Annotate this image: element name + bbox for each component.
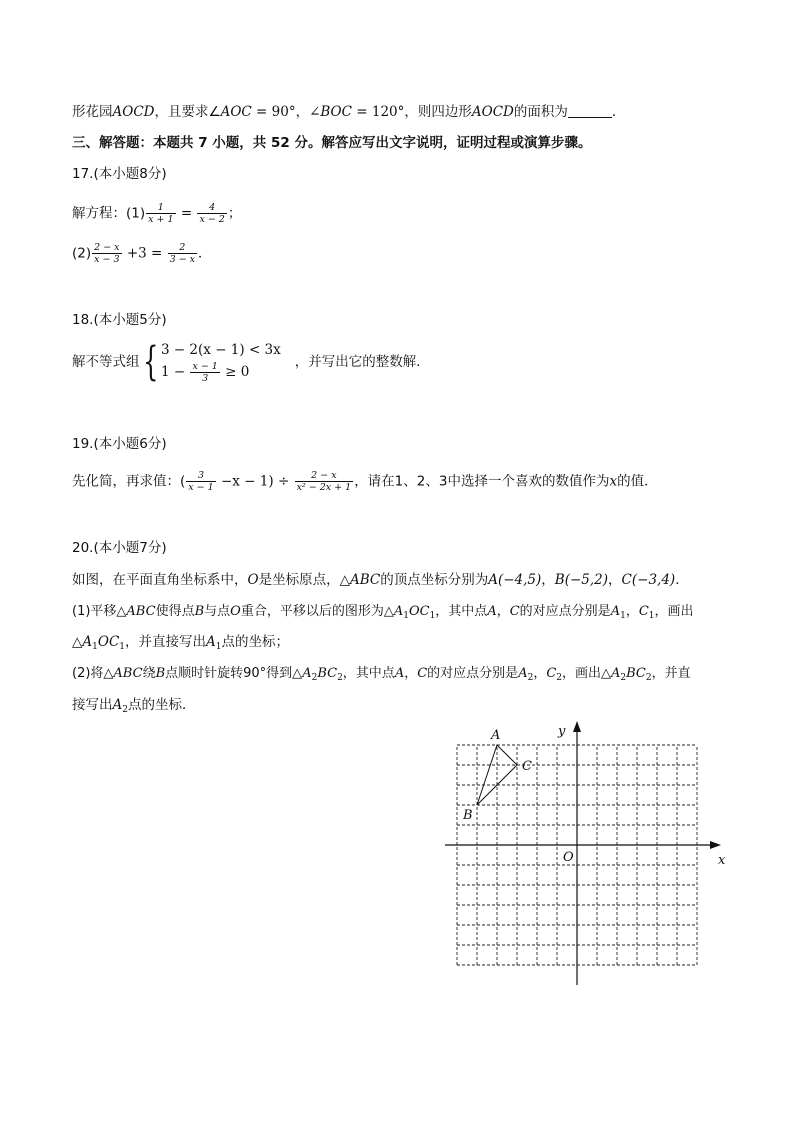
text: +3 = — [122, 245, 167, 262]
q20-part1-line1: (1)平移△ABC使得点B与点O重合，平移以后的图形为$\triangle A_1OC_1$，其中点A，C的对应点分别是$A_1$，$C_1$，画出 — [72, 604, 694, 621]
q20-part2-line1: (2)将△ABC绕B点顺时针旋转90°得到$\triangle A_2BC_2$，其中点A，C的对应点分别是$A_2$，$C_2$，画出$\triangle A_2BC_2$，并直 — [72, 666, 691, 683]
inequality-system — [161, 340, 281, 384]
text: = — [176, 205, 197, 222]
coordinate-grid-figure — [430, 718, 730, 993]
text: −x − 1) ÷ — [216, 473, 294, 490]
text: = 120°，则四边形 — [351, 104, 472, 120]
q20-part1-line2: $\triangle A_1OC_1$，并直接写出$A_1$点的坐标； — [72, 634, 289, 652]
label-c: C — [522, 759, 532, 774]
x-axis-arrow — [710, 841, 721, 849]
fraction: $\frac{3}{x - 1}$ — [188, 470, 214, 493]
x-axis-label: x — [718, 853, 726, 868]
text: ． — [198, 245, 212, 262]
text: 解不等式组 — [72, 354, 140, 370]
inequality-2: 1 − $\frac{x - 1}{3}$ ≥ 0 — [160, 361, 250, 384]
q18-body — [72, 340, 430, 384]
q17-part2 — [72, 242, 212, 265]
text: ，并写出它的整数解． — [294, 354, 430, 370]
fraction: $\frac{2 - x}{x - 3}$ — [94, 242, 120, 265]
text: = 90°，∠ — [251, 104, 321, 120]
text: 的面积为 — [513, 104, 568, 120]
section-heading: 三、解答题：本题共 7 小题，共 52 分。解答应写出文字说明，证明过程或演算步骤。 — [72, 135, 592, 151]
text: ． — [611, 104, 626, 120]
fraction: $\frac{2}{3 - x}$ — [169, 242, 196, 265]
q18-header: 18.(本小题5分) — [72, 312, 167, 328]
q19-body — [72, 470, 658, 493]
left-brace: { — [142, 339, 158, 385]
text: 先化简，再求值：( — [72, 473, 186, 490]
fraction: $\frac{1}{x + 1}$ — [148, 202, 174, 225]
y-axis-arrow — [573, 721, 581, 732]
angle-name: AOC — [220, 104, 252, 120]
label-b: B — [463, 808, 473, 823]
continuation-line — [72, 102, 625, 122]
answer-blank[interactable] — [568, 103, 612, 118]
quad-name: AOCD — [112, 104, 155, 120]
text: 的值． — [617, 473, 658, 490]
q17-header: 17.(本小题8分) — [72, 166, 167, 182]
y-axis-label: y — [558, 724, 566, 739]
text: ，且要求∠ — [154, 104, 221, 120]
variable: x — [609, 473, 618, 490]
q20-header: 20.(本小题7分) — [72, 540, 167, 556]
angle-name: BOC — [320, 104, 352, 120]
text: 解方程：(1) — [72, 205, 146, 222]
text: ； — [227, 205, 242, 222]
q20-intro: 如图，在平面直角坐标系中，O是坐标原点，△ABC的顶点坐标分别为A(−4,5)，B(−5,2)，C(−3,4)． — [72, 572, 689, 588]
text: (2) — [72, 245, 92, 262]
q19-header: 19.(本小题6分) — [72, 436, 167, 452]
q20-part2-line2: 接写出$A_2$点的坐标． — [72, 697, 196, 715]
text: ，请在1、2、3中选择一个喜欢的数值作为 — [354, 473, 610, 490]
inequality-1: 3 − 2(x − 1) < 3x — [160, 342, 281, 358]
origin-label: O — [563, 850, 574, 865]
quad-name: AOCD — [471, 104, 514, 120]
q17-part1 — [72, 202, 241, 225]
fraction: $\frac{2 - x}{\text{x² − 2x + 1}}$ — [296, 470, 352, 493]
text: 形花园 — [72, 104, 113, 120]
label-a: A — [491, 728, 501, 743]
fraction: $\frac{4}{x - 2}$ — [199, 202, 225, 225]
